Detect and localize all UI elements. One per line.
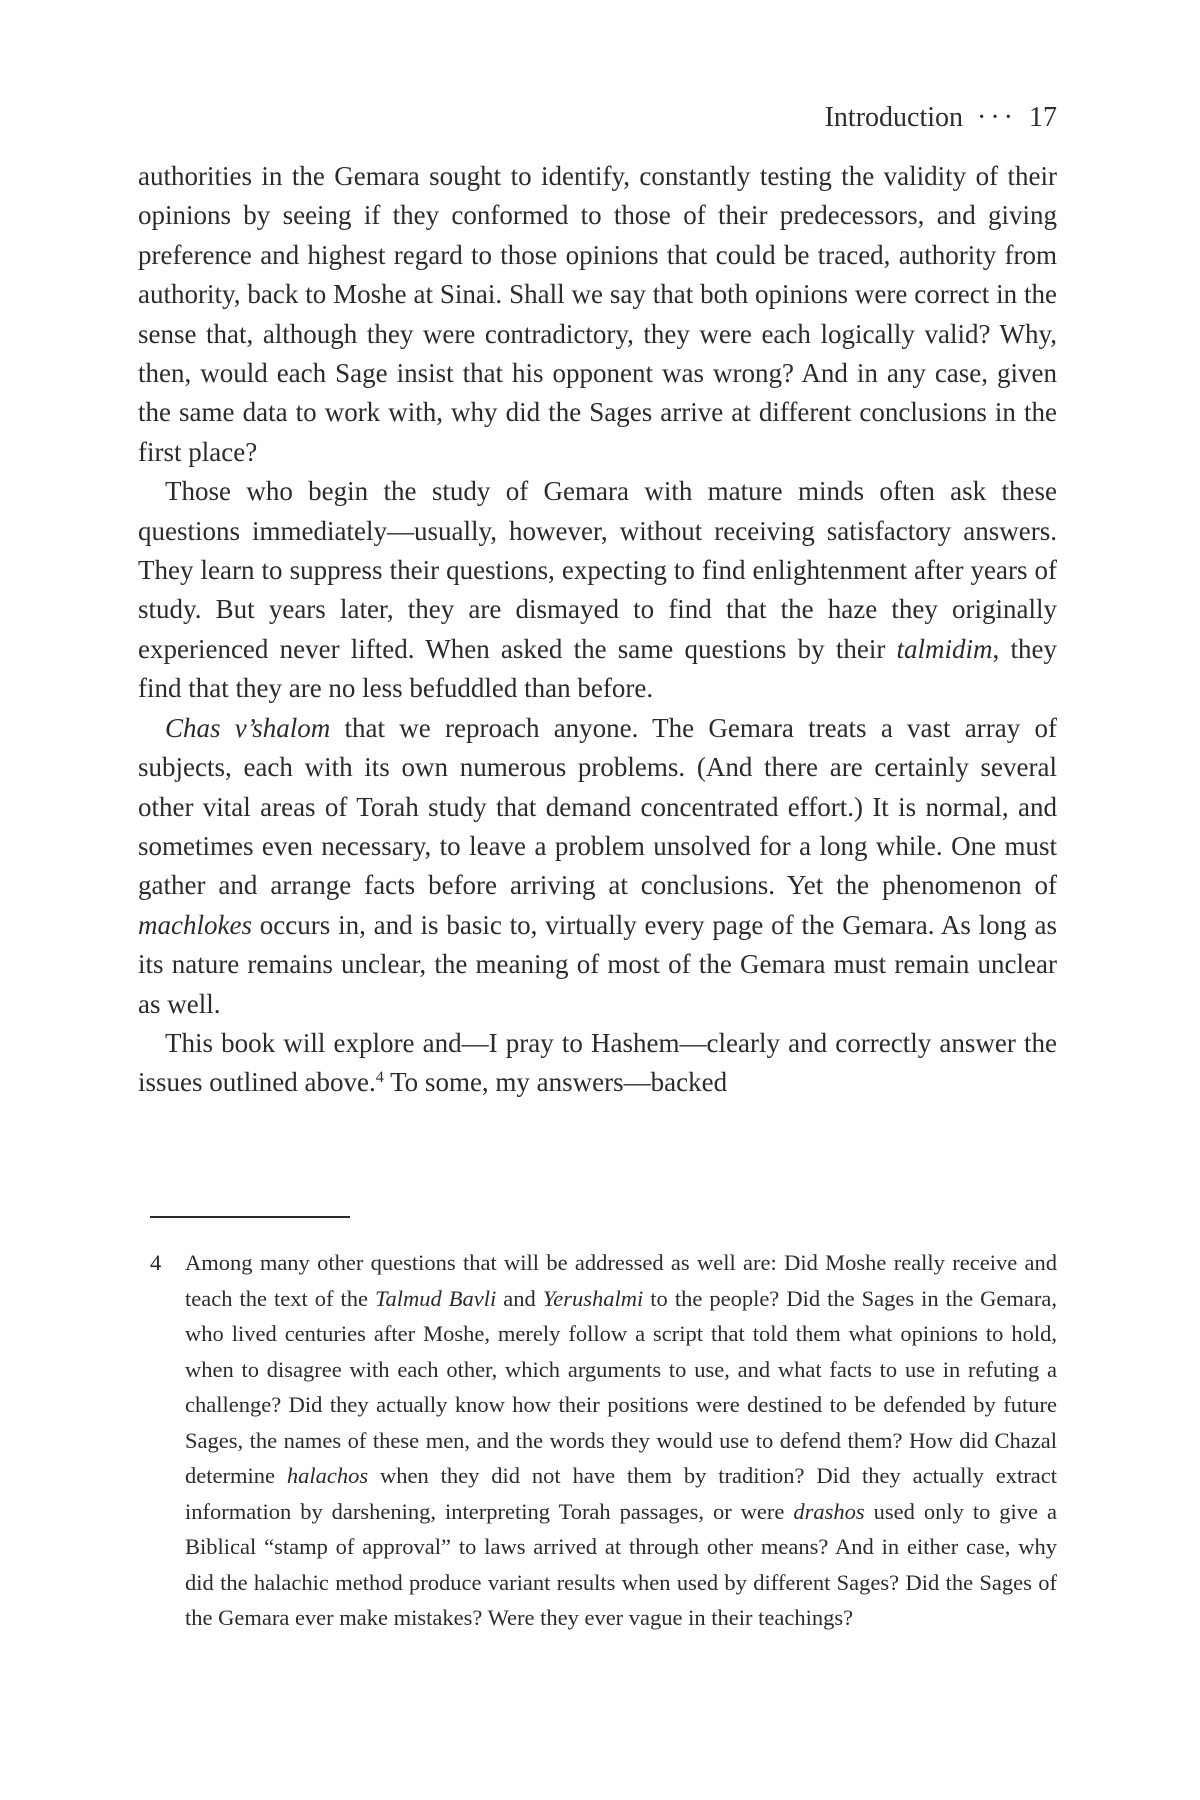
running-head: [825, 101, 1057, 135]
body-paragraph-2: Those who begin the study of Gemara with mature minds often ask these questions immediately—usually, however, without receiving satisfactory answers. They learn to suppress their questions, expecting to find enlightenment after years of study. But years later, they are dismayed to find that the haze they originally experienced never lifted. When asked the same questions by their talmidim, they find that they are no less befuddled than before.: [138, 476, 1057, 704]
page-body: [138, 157, 1057, 1103]
body-paragraph-1: authorities in the Gemara sought to identify, constantly testing the validity of their opinions by seeing if they conformed to those of their predecessors, and giving preference and highest regard to those opinions that could be traced, authority from authority, back to Moshe at Sinai. Shall we say that both opinions were correct in the sense that, although they were contradictory, they were each logically valid? Why, then, would each Sage insist that his opponent was wrong? And in any case, given the same data to work with, why did the Sages arrive at different conclusions in the first place?: [138, 161, 1057, 467]
footnote-number: 4: [150, 1250, 162, 1275]
page-number: 17: [1029, 102, 1057, 133]
section-title: Introduction: [824, 102, 964, 133]
footnote-area: [138, 1216, 1057, 1636]
body-paragraph-3: Chas v’shalom that we reproach anyone. The Gemara treats a vast array of subjects, each with its own numerous problems. (And there are certainly several other vital areas of Torah study that demand concentrated effort.) It is normal, and sometimes even necessary, to leave a problem unsolved for a long while. One must gather and arrange facts before arriving at conclusions. Yet the phenomenon of machlokes occurs in, and is basic to, virtually every page of the Gemara. As long as its nature remains unclear, the meaning of most of the Gemara must remain unclear as well.: [138, 712, 1057, 1019]
footnote-item: [138, 1245, 1057, 1636]
body-paragraph-4: This book will explore and—I pray to Hashem—clearly and correctly answer the issues outlined above.$^4$ To some, my answers—backed: [138, 1027, 1057, 1098]
header-separator-dots: ···: [977, 102, 1017, 133]
footnote-divider: [150, 1216, 350, 1218]
footnote-text: Among many other questions that will be addressed as well are: Did Moshe really receive and teach the text of the Talmud Bavli and Yerushalmi to the people? Did the Sages in the Gemara, who lived centuries after Moshe, merely follow a script that told them what opinions to hold, when to disagree with each other, which arguments to use, and what facts to use in refuting a challenge? Did they actually know how their positions were destined to be defended by future Sages, the names of these men, and the words they would use to defend them? How did Chazal determine halachos when they did not have them by tradition? Did they actually extract information by darshening, interpreting Torah passages, or were drashos used only to give a Biblical “stamp of approval” to laws arrived at through other means? And in either case, why did the halachic method produce variant results when used by different Sages? Did the Sages of the Gemara ever make mistakes? Were they ever vague in their teachings?: [185, 1250, 1057, 1630]
